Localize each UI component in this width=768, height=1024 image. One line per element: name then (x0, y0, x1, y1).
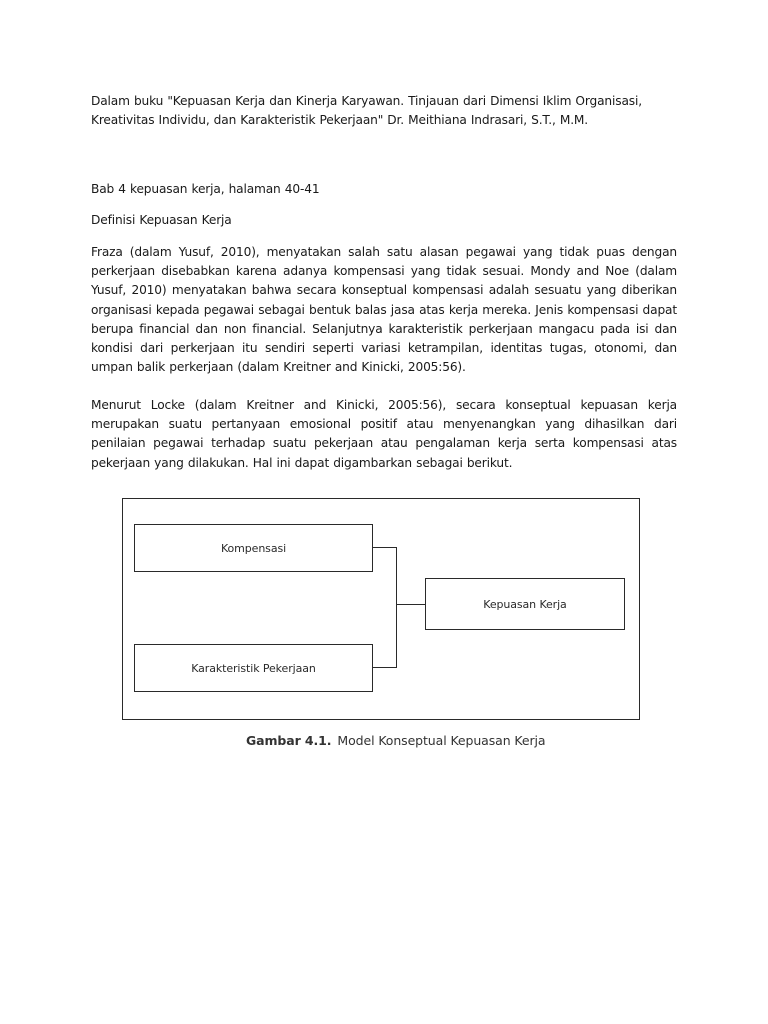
kepuasan-kerja-label: Kepuasan Kerja (483, 597, 567, 611)
body-paragraph-2: Menurut Locke (dalam Kreitner and Kinicki, 2005:56), secara konseptual kepuasan kerja merupakan suatu pertanyaan emosional positif atau menyenangkan yang dihasilkan dari penilaian pegawai terhadap suatu pekerjaan atau pengalaman kerja serta kompensasi atas pekerjaan yang dilakukan. Hal ini dapat digambarkan sebagai berikut. (91, 398, 677, 470)
connector-vertical (396, 547, 397, 668)
karakteristik-pekerjaan-label: Karakteristik Pekerjaan (191, 661, 316, 675)
kompensasi-label: Kompensasi (220, 541, 287, 555)
connector-top-horizontal (373, 547, 397, 548)
connector-to-kepuasan (396, 604, 425, 605)
figure-caption-label: Gambar 4.1. (246, 733, 332, 748)
kepuasan-kerja-box (425, 578, 625, 630)
section-heading: Definisi Kepuasan Kerja (91, 213, 232, 227)
figure-caption (246, 733, 545, 748)
kompensasi-box (134, 524, 373, 572)
karakteristik-pekerjaan-box (134, 644, 373, 692)
body-paragraph-1: Fraza (dalam Yusuf, 2010), menyatakan salah satu alasan pegawai yang tidak puas dengan perkerjaan disebabkan karena adanya kompensasi yang tidak sesuai. Mondy and Noe (dalam Yusuf, 2010) menyatakan bahwa secara konseptual kompensasi adalah sesuatu yang diberikan organisasi kepada pegawai sebagai bentuk balas jasa atas kerja mereka. Jenis kompensasi dapat berupa financial dan non financial. Selanjutnya karakteristik perkerjaan mangacu pada isi dan kondisi dari perkerjaan itu sendiri seperti variasi ketrampilan, identitas tugas, otonomi, dan umpan balik perkerjaan (dalam Kreitner and Kinicki, 2005:56). (91, 245, 677, 375)
chapter-reference: Bab 4 kepuasan kerja, halaman 40-41 (91, 182, 320, 196)
citation-paragraph: Dalam buku "Kepuasan Kerja dan Kinerja Karyawan. Tinjauan dari Dimensi Iklim Organisasi, Kreativitas Individu, dan Karakteristik Pekerjaan" Dr. Meithiana Indrasari, S.T., M.M. (91, 94, 642, 128)
figure-caption-text: Model Konseptual Kepuasan Kerja (337, 733, 546, 748)
concept-model-figure (122, 498, 640, 720)
connector-bottom-horizontal (373, 667, 397, 668)
